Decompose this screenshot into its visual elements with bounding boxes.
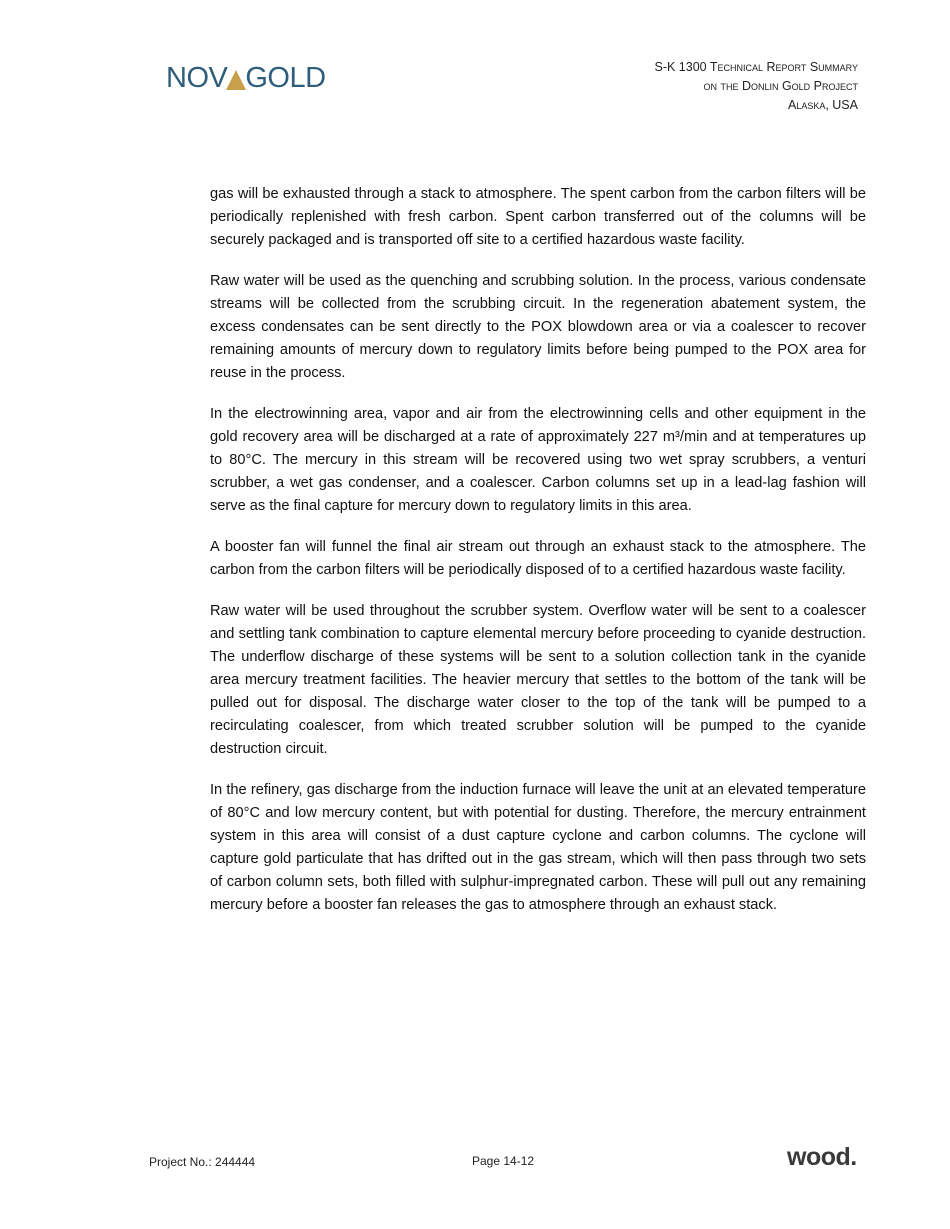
project-number: Project No.: 244444 bbox=[149, 1155, 256, 1169]
page-number: Page 14-12 bbox=[472, 1154, 535, 1168]
report-header bbox=[655, 58, 859, 115]
paragraph: Raw water will be used throughout the scrubber system. Overflow water will be sent to a coalescer and settling tank combination to capture elemental mercury before proceeding to cyanide destruction. The underflow discharge of these systems will be sent to a solution collection tank in the cyanide area mercury treatment facilities. The heavier mercury that settles to the bottom of the tank will be pulled out for disposal. The discharge water closer to the top of the tank will be pumped to a recirculating coalescer, from which treated scrubber solution will be pumped to the cyanide destruction circuit. bbox=[210, 603, 866, 757]
paragraph: gas will be exhausted through a stack to atmosphere. The spent carbon from the carbon filters will be periodically replenished with fresh carbon. Spent carbon transferred out of the columns will be securely packaged and is transported off site to a certified hazardous waste facility. bbox=[210, 186, 866, 248]
project-name: on the Donlin Gold Project bbox=[703, 79, 858, 93]
report-title: S-K 1300 Technical Report Summary bbox=[654, 60, 858, 74]
novagold-logo bbox=[166, 64, 326, 93]
logo-triangle-icon bbox=[226, 70, 246, 90]
logo-text-left: NOV bbox=[166, 62, 228, 94]
paragraph: A booster fan will funnel the final air stream out through an exhaust stack to the atmosphere. The carbon from the carbon filters will be periodically disposed of to a certified hazardous waste facility. bbox=[210, 539, 866, 578]
wood-logo: wood. bbox=[787, 1143, 857, 1171]
paragraph: In the refinery, gas discharge from the induction furnace will leave the unit at an elevated temperature of 80°C and low mercury content, but with potential for dusting. Therefore, the mercury entrainment system in this area will consist of a dust capture cyclone and carbon columns. The cyclone will capture gold particulate that has drifted out in the gas stream, which will then pass through two sets of carbon column sets, both filled with sulphur-impregnated carbon. These will pull out any remaining mercury before a booster fan releases the gas to atmosphere through an exhaust stack. bbox=[210, 782, 866, 913]
paragraph: In the electrowinning area, vapor and air from the electrowinning cells and other equipment in the gold recovery area will be discharged at a rate of approximately 227 m³/min and at temperatures up to 80°C. The mercury in this stream will be recovered using two wet spray scrubbers, a venturi scrubber, a wet gas condenser, and a coalescer. Carbon columns set up in a lead-lag fashion will serve as the final capture for mercury down to regulatory limits in this area. bbox=[210, 406, 866, 514]
logo-text-right: GOLD bbox=[245, 62, 326, 94]
page-body bbox=[210, 183, 866, 935]
paragraph: Raw water will be used as the quenching and scrubbing solution. In the process, various condensate streams will be collected from the scrubbing circuit. In the regeneration abatement system, the excess condensates can be sent directly to the POX blowdown area or via a coalescer to recover remaining amounts of mercury down to regulatory limits before being pumped to the POX area for reuse in the process. bbox=[210, 273, 866, 381]
location: Alaska, USA bbox=[787, 98, 858, 112]
